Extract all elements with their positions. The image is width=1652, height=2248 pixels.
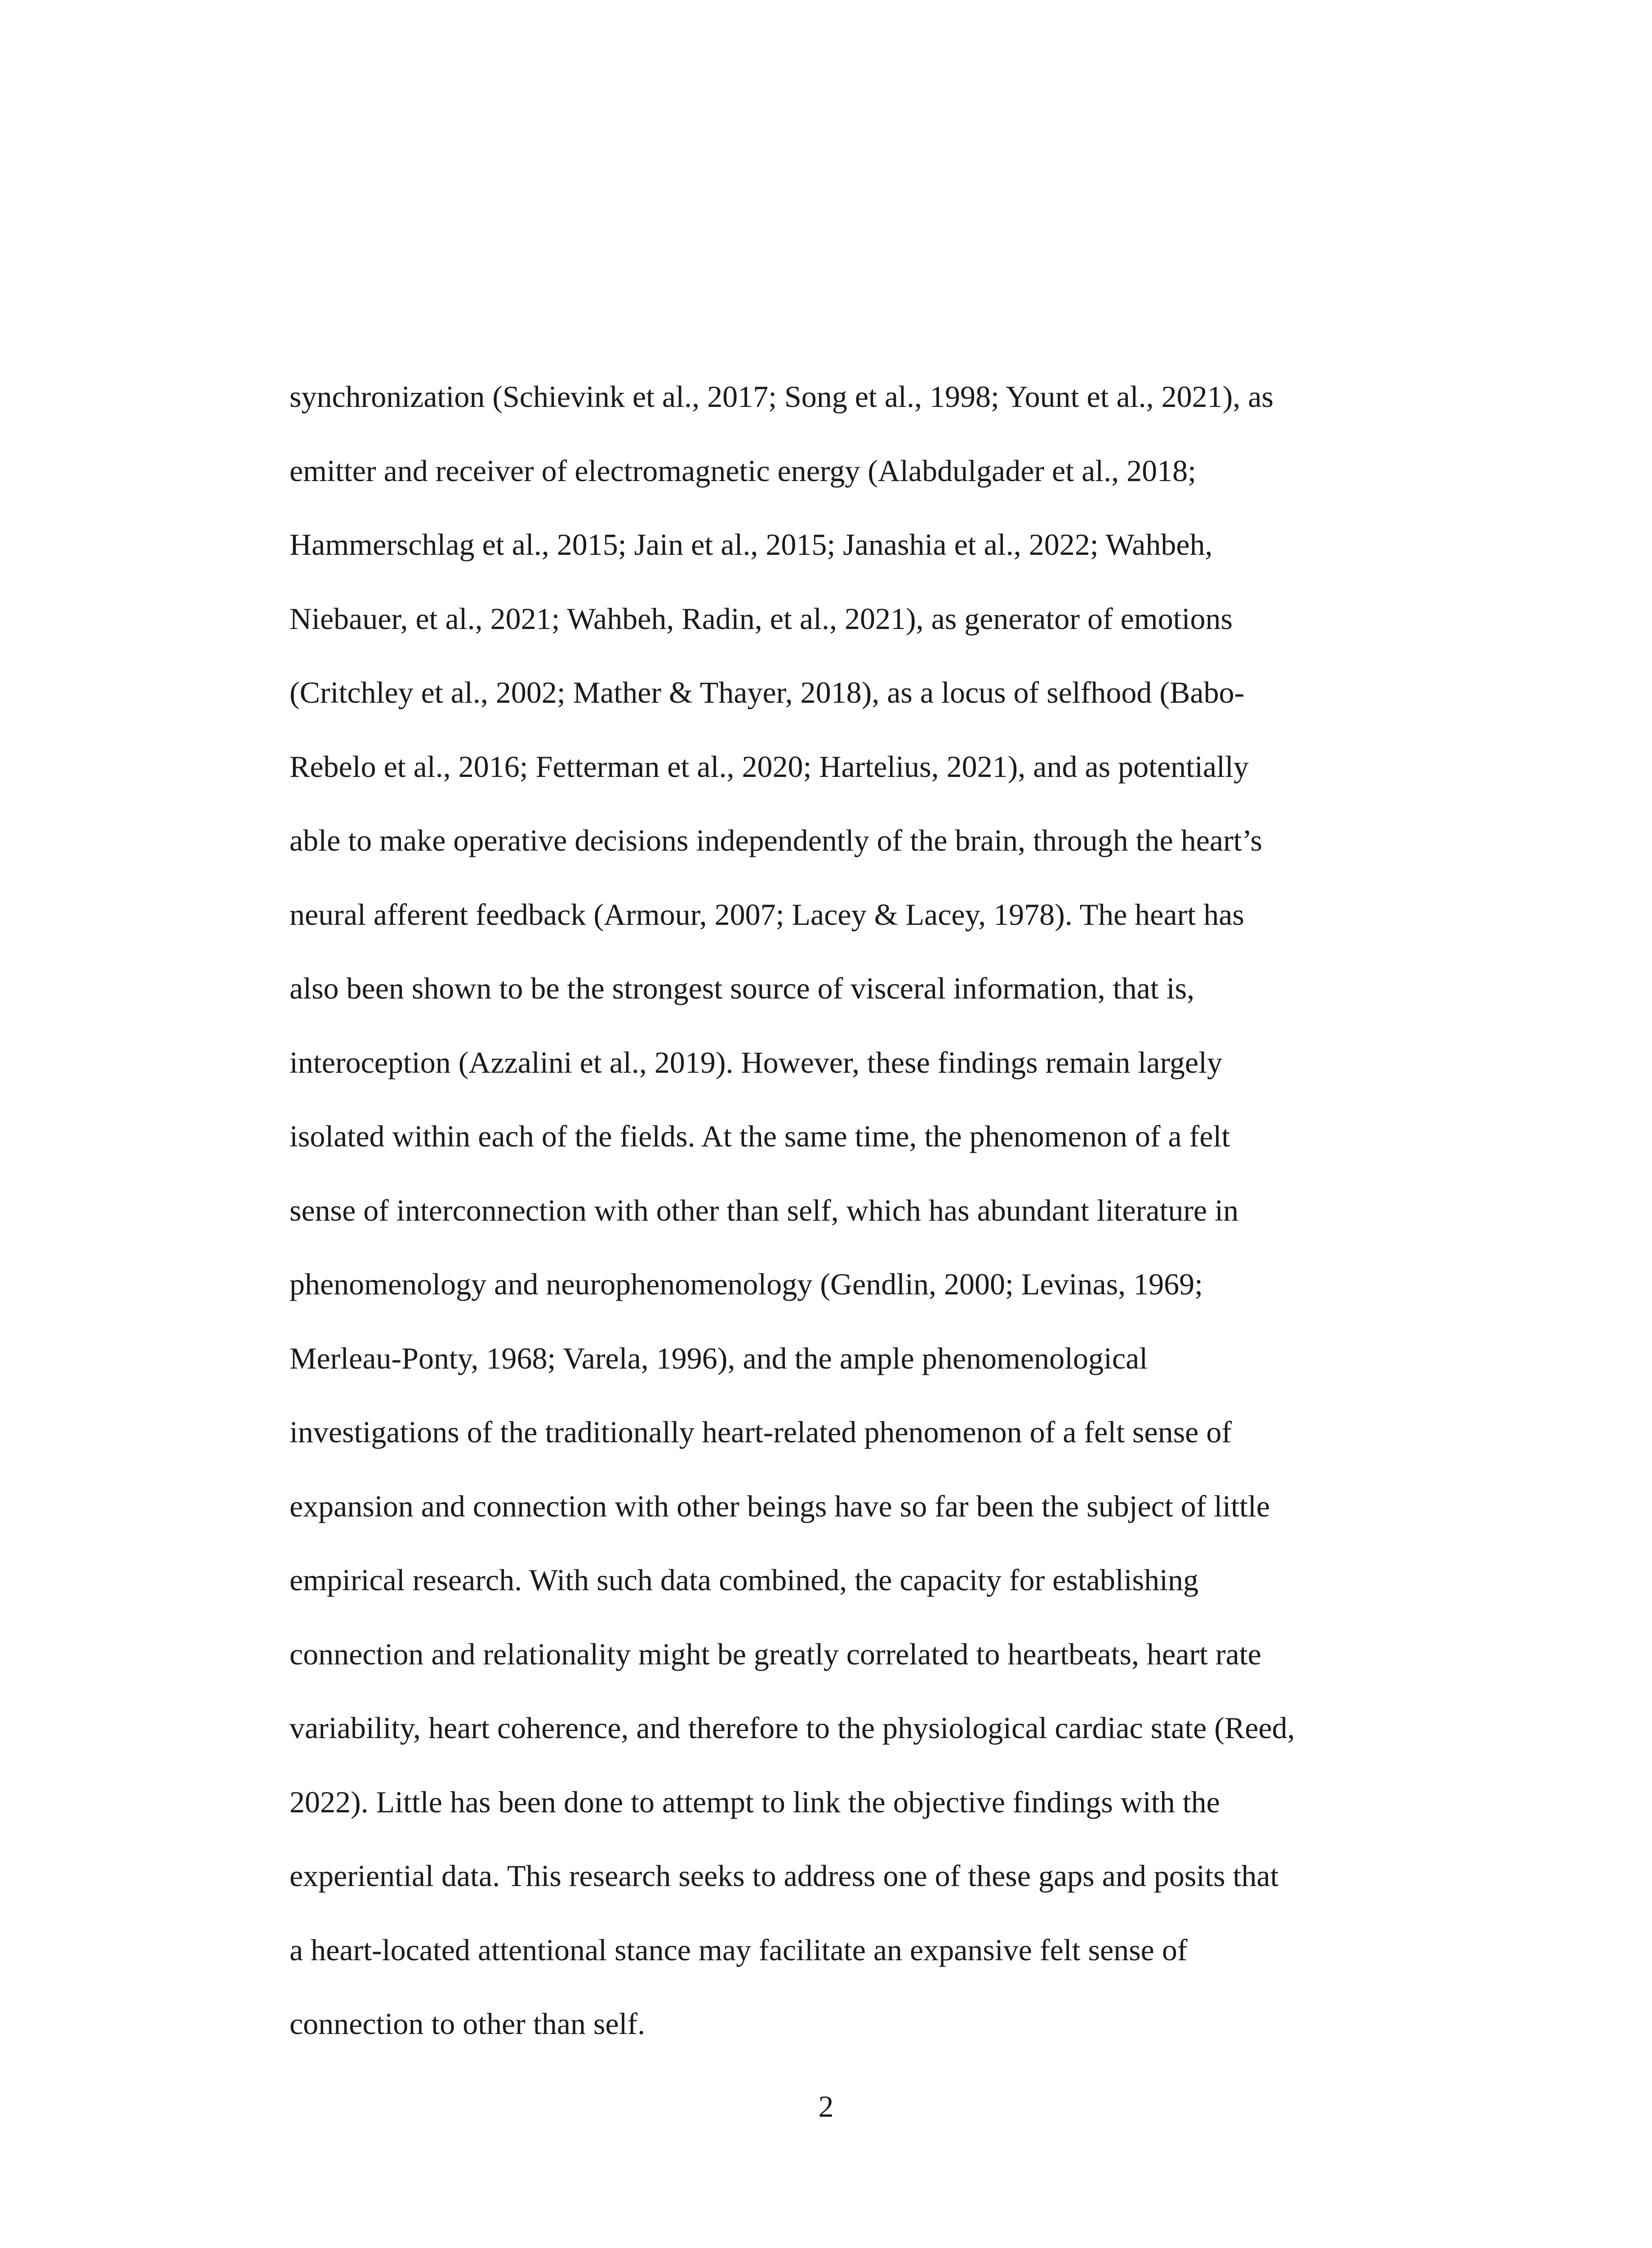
text-line-18: connection and relationality might be greatly correlated to heartbeats, heart rate [289,1637,1261,1671]
body-paragraph [289,360,1368,2061]
text-line-6: Rebelo et al., 2016; Fetterman et al., 2020; Hartelius, 2021), and as potentially [289,749,1249,784]
text-line-5: (Critchley et al., 2002; Mather & Thayer, 2018), as a locus of selfhood (Babo- [289,675,1245,709]
text-line-1: synchronization (Schievink et al., 2017; Song et al., 1998; Yount et al., 2021), as [289,379,1274,414]
text-line-14: Merleau-Ponty, 1968; Varela, 1996), and the ample phenomenological [289,1341,1148,1375]
text-line-3: Hammerschlag et al., 2015; Jain et al., 2015; Janashia et al., 2022; Wahbeh, [289,527,1213,562]
text-line-20: 2022). Little has been done to attempt to link the objective findings with the [289,1784,1220,1819]
text-line-15: investigations of the traditionally heart-related phenomenon of a felt sense of [289,1415,1232,1449]
page-number: 2 [818,2089,834,2123]
text-line-7: able to make operative decisions independently of the brain, through the heart’s [289,823,1262,857]
text-line-11: isolated within each of the fields. At the same time, the phenomenon of a felt [289,1119,1230,1153]
text-line-23: connection to other than self. [289,2007,646,2041]
text-line-19: variability, heart coherence, and therefore to the physiological cardiac state (Reed, [289,1711,1295,1745]
text-line-8: neural afferent feedback (Armour, 2007; Lacey & Lacey, 1978). The heart has [289,897,1244,932]
text-line-4: Niebauer, et al., 2021; Wahbeh, Radin, et al., 2021), as generator of emotions [289,601,1233,636]
text-line-22: a heart-located attentional stance may facilitate an expansive felt sense of [289,1932,1188,1967]
text-line-21: experiential data. This research seeks to address one of these gaps and posits that [289,1859,1279,1893]
text-line-2: emitter and receiver of electromagnetic energy (Alabdulgader et al., 2018; [289,453,1197,488]
text-line-12: sense of interconnection with other than self, which has abundant literature in [289,1193,1239,1227]
text-line-10: interoception (Azzalini et al., 2019). However, these findings remain largely [289,1045,1222,1079]
text-line-9: also been shown to be the strongest source of visceral information, that is, [289,971,1195,1005]
text-line-16: expansion and connection with other beings have so far been the subject of little [289,1489,1270,1523]
text-line-13: phenomenology and neurophenomenology (Gendlin, 2000; Levinas, 1969; [289,1267,1203,1301]
text-line-17: empirical research. With such data combined, the capacity for establishing [289,1563,1199,1597]
